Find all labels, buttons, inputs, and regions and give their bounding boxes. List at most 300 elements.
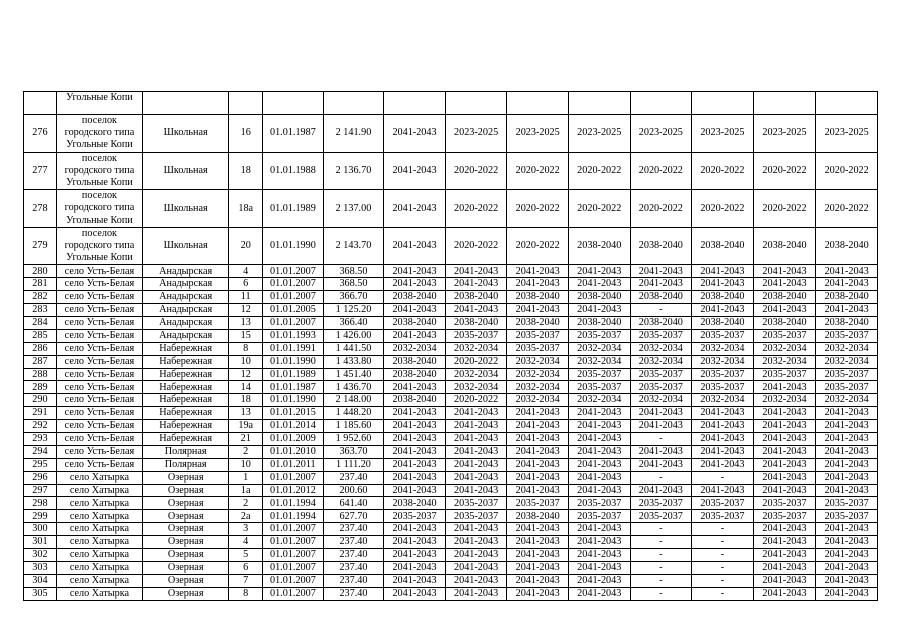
house-number-cell: 10: [229, 355, 263, 368]
area-cell: 627.70: [323, 510, 384, 523]
period-cell: 2041-2043: [507, 407, 569, 420]
table-row: [24, 549, 878, 562]
period-cell: 2041-2043: [630, 407, 692, 420]
period-cell: 2041-2043: [568, 420, 630, 433]
period-cell: 2035-2037: [568, 381, 630, 394]
street-cell: Озерная: [143, 574, 229, 587]
period-cell: 2041-2043: [568, 484, 630, 497]
house-number-cell: 15: [229, 329, 263, 342]
date-cell: 01.01.1993: [263, 329, 324, 342]
table-row: [24, 561, 878, 574]
house-number-cell: 11: [229, 291, 263, 304]
period-cell: 2041-2043: [753, 420, 816, 433]
row-number-cell: 291: [24, 407, 57, 420]
table-row: [24, 407, 878, 420]
place-cell: село Усть-Белая: [56, 394, 142, 407]
period-cell: 2041-2043: [816, 265, 878, 278]
period-cell: 2020-2022: [445, 394, 507, 407]
period-cell: 2038-2040: [568, 317, 630, 330]
date-cell: 01.01.2007: [263, 587, 324, 600]
street-cell: Полярная: [143, 458, 229, 471]
period-cell: 2041-2043: [384, 227, 446, 265]
period-cell: 2041-2043: [507, 549, 569, 562]
period-cell: -: [630, 587, 692, 600]
period-cell: 2020-2022: [507, 152, 569, 190]
place-cell: село Хатырка: [56, 510, 142, 523]
period-cell: 2041-2043: [507, 420, 569, 433]
period-cell: 2020-2022: [692, 190, 754, 228]
house-number-cell: 8: [229, 587, 263, 600]
area-cell: 1 448.20: [323, 407, 384, 420]
period-cell: 2038-2040: [507, 317, 569, 330]
period-cell: 2035-2037: [753, 510, 816, 523]
house-number-cell: 7: [229, 574, 263, 587]
period-cell: 2023-2025: [445, 115, 507, 153]
date-cell: 01.01.2005: [263, 304, 324, 317]
area-cell: 1 125.20: [323, 304, 384, 317]
table-row: [24, 92, 878, 115]
date-cell: 01.01.1990: [263, 227, 324, 265]
period-cell: 2041-2043: [507, 265, 569, 278]
street-cell: Набережная: [143, 433, 229, 446]
period-cell: 2041-2043: [568, 536, 630, 549]
period-cell: 2041-2043: [384, 152, 446, 190]
table-row: [24, 420, 878, 433]
area-cell: 2 148.00: [323, 394, 384, 407]
street-cell: Школьная: [143, 152, 229, 190]
period-cell: 2041-2043: [816, 445, 878, 458]
period-cell: -: [692, 471, 754, 484]
area-cell: 2 136.70: [323, 152, 384, 190]
area-cell: 1 952.60: [323, 433, 384, 446]
area-cell: 237.40: [323, 549, 384, 562]
period-cell: 2041-2043: [816, 471, 878, 484]
period-cell: 2038-2040: [568, 291, 630, 304]
place-cell: село Усть-Белая: [56, 317, 142, 330]
area-cell: 237.40: [323, 471, 384, 484]
date-cell: 01.01.1988: [263, 152, 324, 190]
period-cell: 2032-2034: [816, 355, 878, 368]
row-number-cell: 304: [24, 574, 57, 587]
house-number-cell: 2: [229, 497, 263, 510]
area-cell: 237.40: [323, 523, 384, 536]
period-cell: 2023-2025: [816, 115, 878, 153]
area-cell: 1 451.40: [323, 368, 384, 381]
table-row: [24, 574, 878, 587]
place-cell: село Хатырка: [56, 574, 142, 587]
place-cell: село Хатырка: [56, 497, 142, 510]
place-cell: село Усть-Белая: [56, 355, 142, 368]
place-cell: поселок городского типа Угольные Копи: [56, 152, 142, 190]
period-cell: -: [630, 561, 692, 574]
period-cell: 2041-2043: [630, 420, 692, 433]
period-cell: 2041-2043: [507, 304, 569, 317]
date-cell: 01.01.2007: [263, 574, 324, 587]
period-cell: 2035-2037: [753, 329, 816, 342]
area-cell: 2 137.00: [323, 190, 384, 228]
place-cell: село Усть-Белая: [56, 304, 142, 317]
date-cell: 01.01.1987: [263, 115, 324, 153]
period-cell: 2035-2037: [692, 329, 754, 342]
area-cell: 200.60: [323, 484, 384, 497]
period-cell: -: [630, 471, 692, 484]
period-cell: 2041-2043: [816, 549, 878, 562]
house-number-cell: 13: [229, 317, 263, 330]
period-cell: 2041-2043: [445, 445, 507, 458]
row-number-cell: 297: [24, 484, 57, 497]
row-number-cell: 286: [24, 342, 57, 355]
house-number-cell: 21: [229, 433, 263, 446]
date-cell: 01.01.1990: [263, 355, 324, 368]
street-cell: Озерная: [143, 587, 229, 600]
period-cell: 2041-2043: [568, 587, 630, 600]
date-cell: 01.01.1989: [263, 368, 324, 381]
area-cell: 1 441.50: [323, 342, 384, 355]
period-cell: 2041-2043: [384, 484, 446, 497]
period-cell: 2020-2022: [507, 227, 569, 265]
period-cell: 2041-2043: [753, 471, 816, 484]
place-cell: село Усть-Белая: [56, 291, 142, 304]
period-cell: 2041-2043: [507, 458, 569, 471]
area-cell: 2 141.90: [323, 115, 384, 153]
area-cell: 366.40: [323, 317, 384, 330]
period-cell: 2041-2043: [507, 484, 569, 497]
street-cell: Озерная: [143, 471, 229, 484]
table-row: [24, 433, 878, 446]
table-row: [24, 523, 878, 536]
period-cell: 2035-2037: [630, 368, 692, 381]
period-cell: 2041-2043: [753, 536, 816, 549]
row-number-cell: 287: [24, 355, 57, 368]
table-row: [24, 291, 878, 304]
period-cell: 2041-2043: [753, 381, 816, 394]
area-cell: 641.40: [323, 497, 384, 510]
area-cell: 363.70: [323, 445, 384, 458]
place-cell: село Хатырка: [56, 549, 142, 562]
date-cell: 01.01.1990: [263, 394, 324, 407]
street-cell: Озерная: [143, 549, 229, 562]
house-number-cell: 4: [229, 536, 263, 549]
period-cell: 2041-2043: [568, 407, 630, 420]
table-row: [24, 342, 878, 355]
period-cell: 2032-2034: [507, 355, 569, 368]
period-cell: 2041-2043: [384, 278, 446, 291]
period-cell: 2041-2043: [753, 523, 816, 536]
date-cell: 01.01.2007: [263, 536, 324, 549]
period-cell: 2041-2043: [692, 484, 754, 497]
period-cell: 2035-2037: [816, 381, 878, 394]
row-number-cell: 301: [24, 536, 57, 549]
period-cell: 2041-2043: [384, 536, 446, 549]
table-row: [24, 394, 878, 407]
period-cell: 2041-2043: [445, 574, 507, 587]
house-number-cell: 2а: [229, 510, 263, 523]
area-cell: 1 433.80: [323, 355, 384, 368]
table-row: [24, 587, 878, 600]
row-number-cell: 279: [24, 227, 57, 265]
place-cell: поселок городского типа Угольные Копи: [56, 227, 142, 265]
period-cell: 2041-2043: [507, 445, 569, 458]
period-cell: 2041-2043: [692, 445, 754, 458]
period-cell: 2032-2034: [692, 394, 754, 407]
period-cell: 2020-2022: [445, 227, 507, 265]
period-cell: 2038-2040: [753, 317, 816, 330]
period-cell: 2041-2043: [568, 471, 630, 484]
period-cell: 2041-2043: [384, 561, 446, 574]
house-number-cell: 18: [229, 152, 263, 190]
period-cell: 2041-2043: [384, 458, 446, 471]
period-cell: 2041-2043: [816, 574, 878, 587]
table-row: [24, 368, 878, 381]
place-cell: село Хатырка: [56, 561, 142, 574]
period-cell: 2038-2040: [630, 291, 692, 304]
house-number-cell: 14: [229, 381, 263, 394]
period-cell: 2041-2043: [384, 190, 446, 228]
house-number-cell: 5: [229, 549, 263, 562]
period-cell: 2035-2037: [445, 497, 507, 510]
period-cell: 2035-2037: [692, 497, 754, 510]
place-cell: село Хатырка: [56, 536, 142, 549]
period-cell: -: [692, 536, 754, 549]
capital-repair-schedule-table: [23, 91, 878, 601]
period-cell: 2020-2022: [753, 152, 816, 190]
period-cell: 2041-2043: [384, 587, 446, 600]
period-cell: 2038-2040: [384, 497, 446, 510]
place-cell: село Усть-Белая: [56, 420, 142, 433]
period-cell: 2041-2043: [384, 265, 446, 278]
date-cell: 01.01.1987: [263, 381, 324, 394]
period-cell: 2041-2043: [445, 471, 507, 484]
period-cell: 2041-2043: [816, 523, 878, 536]
area-cell: 237.40: [323, 561, 384, 574]
period-cell: 2038-2040: [630, 317, 692, 330]
table-row: [24, 497, 878, 510]
period-cell: 2041-2043: [753, 549, 816, 562]
row-number-cell: 277: [24, 152, 57, 190]
row-number-cell: 293: [24, 433, 57, 446]
date-cell: 01.01.2007: [263, 561, 324, 574]
area-cell: 366.70: [323, 291, 384, 304]
period-cell: 2020-2022: [445, 152, 507, 190]
area-cell: 2 143.70: [323, 227, 384, 265]
period-cell: 2041-2043: [384, 304, 446, 317]
period-cell: 2032-2034: [445, 368, 507, 381]
table-row: [24, 265, 878, 278]
house-number-cell: 12: [229, 368, 263, 381]
street-cell: Набережная: [143, 381, 229, 394]
period-cell: 2035-2037: [816, 497, 878, 510]
house-number-cell: 18: [229, 394, 263, 407]
period-cell: 2023-2025: [630, 115, 692, 153]
house-number-cell: 18а: [229, 190, 263, 228]
period-cell: 2038-2040: [816, 317, 878, 330]
period-cell: 2041-2043: [753, 574, 816, 587]
period-cell: 2035-2037: [816, 368, 878, 381]
period-cell: 2041-2043: [384, 407, 446, 420]
house-number-cell: 4: [229, 265, 263, 278]
period-cell: 2035-2037: [753, 368, 816, 381]
table-row: [24, 445, 878, 458]
street-cell: Анадырская: [143, 291, 229, 304]
period-cell: 2041-2043: [445, 420, 507, 433]
place-cell: Угольные Копи: [56, 92, 142, 115]
period-cell: 2038-2040: [507, 291, 569, 304]
period-cell: 2038-2040: [753, 291, 816, 304]
period-cell: 2041-2043: [445, 265, 507, 278]
period-cell: 2038-2040: [630, 227, 692, 265]
date-cell: 01.01.1989: [263, 190, 324, 228]
date-cell: 01.01.2007: [263, 549, 324, 562]
period-cell: 2041-2043: [445, 549, 507, 562]
place-cell: село Хатырка: [56, 587, 142, 600]
area-cell: 1 436.70: [323, 381, 384, 394]
period-cell: 2041-2043: [445, 561, 507, 574]
period-cell: 2038-2040: [692, 317, 754, 330]
area-cell: 1 185.60: [323, 420, 384, 433]
period-cell: 2041-2043: [445, 458, 507, 471]
place-cell: село Хатырка: [56, 523, 142, 536]
period-cell: 2041-2043: [384, 115, 446, 153]
row-number-cell: 300: [24, 523, 57, 536]
period-cell: 2032-2034: [507, 394, 569, 407]
date-cell: 01.01.2007: [263, 471, 324, 484]
house-number-cell: 6: [229, 278, 263, 291]
period-cell: 2038-2040: [384, 317, 446, 330]
period-cell: 2038-2040: [753, 227, 816, 265]
period-cell: 2041-2043: [507, 561, 569, 574]
table-row: [24, 471, 878, 484]
street-cell: Школьная: [143, 115, 229, 153]
row-number-cell: 289: [24, 381, 57, 394]
period-cell: 2041-2043: [816, 587, 878, 600]
period-cell: 2020-2022: [692, 152, 754, 190]
period-cell: -: [692, 549, 754, 562]
period-cell: 2032-2034: [753, 394, 816, 407]
period-cell: 2041-2043: [816, 433, 878, 446]
table-row: [24, 355, 878, 368]
period-cell: -: [630, 523, 692, 536]
table-row: [24, 484, 878, 497]
street-cell: Озерная: [143, 523, 229, 536]
place-cell: село Усть-Белая: [56, 445, 142, 458]
row-number-cell: 295: [24, 458, 57, 471]
date-cell: 01.01.2011: [263, 458, 324, 471]
house-number-cell: 20: [229, 227, 263, 265]
period-cell: 2041-2043: [630, 445, 692, 458]
street-cell: Набережная: [143, 368, 229, 381]
period-cell: 2035-2037: [445, 510, 507, 523]
row-number-cell: 276: [24, 115, 57, 153]
period-cell: 2038-2040: [384, 355, 446, 368]
date-cell: 01.01.2007: [263, 278, 324, 291]
period-cell: 2041-2043: [753, 265, 816, 278]
period-cell: 2041-2043: [816, 278, 878, 291]
street-cell: Озерная: [143, 484, 229, 497]
period-cell: 2032-2034: [630, 394, 692, 407]
date-cell: 01.01.1991: [263, 342, 324, 355]
period-cell: 2035-2037: [630, 381, 692, 394]
period-cell: 2032-2034: [568, 355, 630, 368]
period-cell: 2041-2043: [692, 278, 754, 291]
period-cell: 2038-2040: [816, 291, 878, 304]
period-cell: 2041-2043: [384, 420, 446, 433]
period-cell: 2041-2043: [753, 278, 816, 291]
street-cell: Озерная: [143, 510, 229, 523]
period-cell: 2035-2037: [568, 510, 630, 523]
row-number-cell: 296: [24, 471, 57, 484]
period-cell: 2041-2043: [384, 381, 446, 394]
period-cell: 2035-2037: [816, 510, 878, 523]
period-cell: -: [692, 574, 754, 587]
period-cell: 2035-2037: [630, 329, 692, 342]
table-row: [24, 227, 878, 265]
period-cell: 2038-2040: [384, 394, 446, 407]
table-row: [24, 381, 878, 394]
period-cell: 2041-2043: [753, 433, 816, 446]
period-cell: 2041-2043: [568, 574, 630, 587]
period-cell: 2041-2043: [692, 433, 754, 446]
table-row: [24, 510, 878, 523]
period-cell: 2038-2040: [816, 227, 878, 265]
date-cell: 01.01.2010: [263, 445, 324, 458]
house-number-cell: 12: [229, 304, 263, 317]
period-cell: 2041-2043: [753, 561, 816, 574]
row-number-cell: 278: [24, 190, 57, 228]
place-cell: село Усть-Белая: [56, 368, 142, 381]
period-cell: 2020-2022: [445, 355, 507, 368]
place-cell: село Усть-Белая: [56, 265, 142, 278]
row-number-cell: 281: [24, 278, 57, 291]
period-cell: 2041-2043: [692, 458, 754, 471]
period-cell: 2041-2043: [507, 523, 569, 536]
row-number-cell: 302: [24, 549, 57, 562]
row-number-cell: 284: [24, 317, 57, 330]
period-cell: 2041-2043: [507, 587, 569, 600]
period-cell: 2035-2037: [692, 510, 754, 523]
period-cell: 2035-2037: [692, 368, 754, 381]
period-cell: 2035-2037: [507, 497, 569, 510]
street-cell: Школьная: [143, 227, 229, 265]
period-cell: 2041-2043: [753, 484, 816, 497]
period-cell: 2041-2043: [753, 407, 816, 420]
date-cell: 01.01.2007: [263, 291, 324, 304]
period-cell: -: [630, 433, 692, 446]
table-row: [24, 458, 878, 471]
period-cell: 2032-2034: [445, 381, 507, 394]
area-cell: 237.40: [323, 536, 384, 549]
place-cell: поселок городского типа Угольные Копи: [56, 115, 142, 153]
period-cell: 2032-2034: [568, 394, 630, 407]
period-cell: 2041-2043: [568, 278, 630, 291]
period-cell: 2032-2034: [630, 342, 692, 355]
period-cell: 2032-2034: [568, 342, 630, 355]
date-cell: 01.01.2012: [263, 484, 324, 497]
area-cell: 237.40: [323, 587, 384, 600]
table-row: [24, 278, 878, 291]
period-cell: 2020-2022: [630, 190, 692, 228]
street-cell: Анадырская: [143, 329, 229, 342]
table-row: [24, 190, 878, 228]
period-cell: 2032-2034: [384, 342, 446, 355]
period-cell: 2035-2037: [507, 329, 569, 342]
house-number-cell: 1а: [229, 484, 263, 497]
period-cell: 2035-2037: [384, 510, 446, 523]
period-cell: 2041-2043: [568, 445, 630, 458]
period-cell: 2041-2043: [692, 265, 754, 278]
place-cell: село Усть-Белая: [56, 278, 142, 291]
period-cell: 2035-2037: [507, 342, 569, 355]
row-number-cell: 303: [24, 561, 57, 574]
